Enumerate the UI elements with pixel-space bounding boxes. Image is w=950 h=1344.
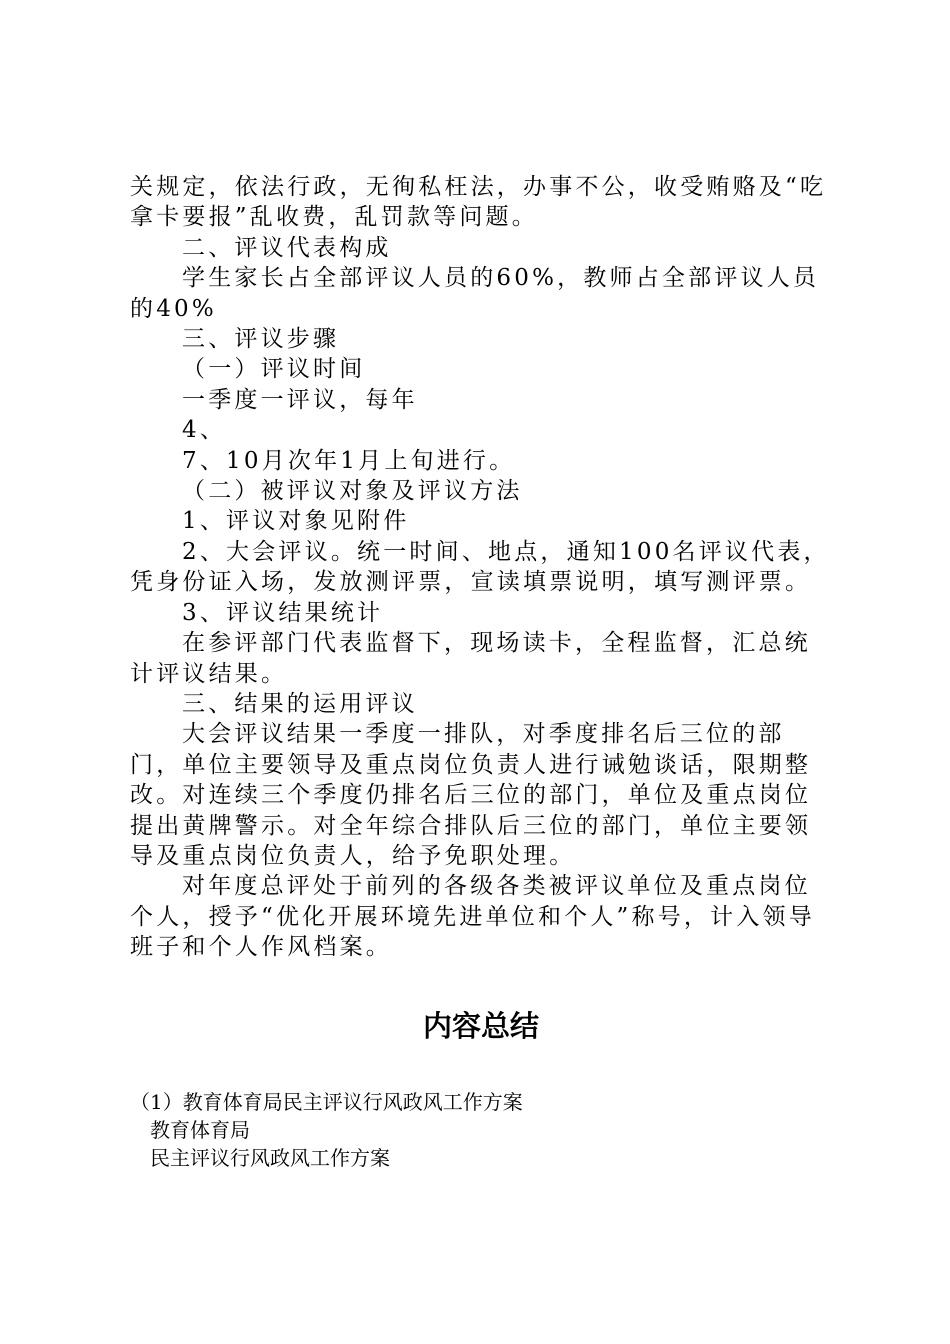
summary-title: 内容总结 (422, 1009, 539, 1043)
body-text (130, 172, 830, 963)
paragraph-objects: 1、评议对象见附件 (182, 508, 410, 535)
summary-item: 教育体育局 (150, 1118, 250, 1142)
section-heading-representatives: 二、评议代表构成 (182, 234, 392, 261)
paragraph-representatives: 学生家长占全部评议人员的60%，教师占全部评议人员的40% (130, 265, 820, 322)
paragraph-frequency: 一季度一评议，每年 (182, 386, 418, 413)
paragraph-continuation: 关规定，依法行政，无徇私枉法，办事不公，收受贿赂及“吃拿卡要报”乱收费，乱罚款等问题。 (130, 174, 827, 231)
subheading-objects-methods: （二）被评议对象及评议方法 (182, 478, 523, 505)
summary-item: （1）教育体育局民主评议行风政风工作方案 (130, 1090, 523, 1114)
summary-item: 民主评议行风政风工作方案 (150, 1146, 390, 1170)
paragraph-months: 7、10月次年1月上旬进行。 (182, 447, 516, 474)
paragraph-assembly: 2、大会评议。统一时间、地点，通知100名评议代表，凭身份证入场，发放测评票，宣读填票说明，填写测评票。 (130, 538, 830, 596)
section-heading-results: 三、结果的运用评议 (182, 690, 418, 717)
paragraph-results: 大会评议结果一季度一排队，对季度排名后三位的部门，单位主要领导及重点岗位负责人进行诫勉谈话，限期整改。对连续三个季度仍排名后三位的部门，单位及重点岗位提出黄牌警示。对全年综合排队后三位的部门，单位主要领导及重点岗位负责人，给予免职处理。 (130, 721, 812, 869)
paragraph-awards: 对年度总评处于前列的各级各类被评议单位及重点岗位个人，授予“优化开展环境先进单位和个人”称号，计入领导班子和个人作风档案。 (130, 873, 815, 961)
summary-list (130, 1088, 830, 1172)
subheading-time: （一）评议时间 (182, 356, 366, 383)
section-heading-steps: 三、评议步骤 (182, 326, 340, 353)
paragraph-statistics-heading: 3、评议结果统计 (182, 599, 384, 626)
paragraph-statistics: 在参评部门代表监督下，现场读卡，全程监督，汇总统计评议结果。 (130, 630, 811, 687)
paragraph-month-4: 4、 (182, 417, 227, 444)
